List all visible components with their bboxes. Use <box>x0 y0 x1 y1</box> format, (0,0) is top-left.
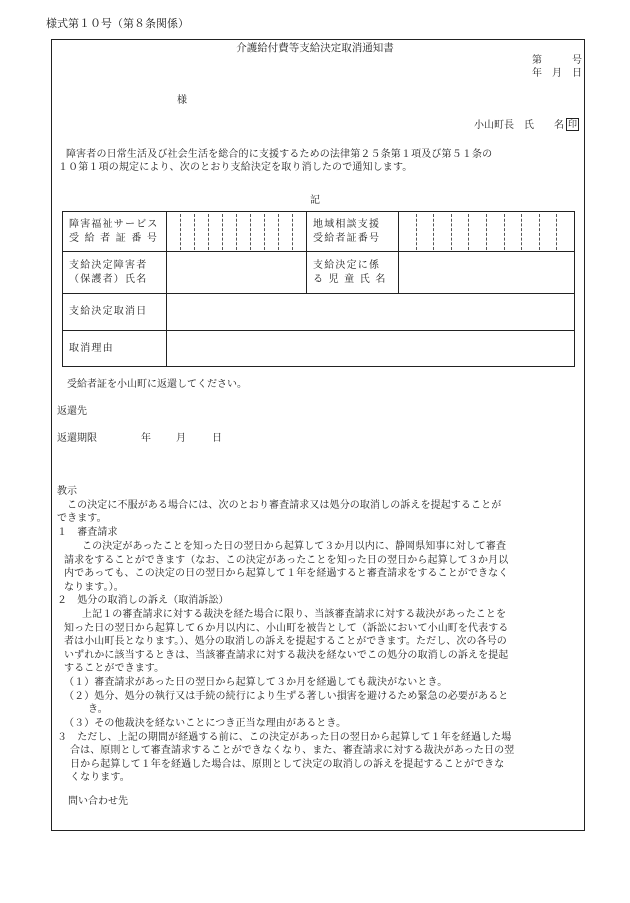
contact-label: 問い合わせ先 <box>68 796 128 807</box>
cert-number-field[interactable] <box>167 212 307 252</box>
digit-boxes <box>167 214 306 250</box>
child-name-field[interactable] <box>399 252 575 294</box>
notice-line: 内であっても、この決定の日の翌日から起算して１年を経過すると審査請求をすることができなく <box>64 568 509 579</box>
notice-line: 者は小山町長となります。）、処分の取消しの訴えを提起することができます。ただし、次の各号の <box>64 636 507 647</box>
notice-line: できます。 <box>57 513 107 524</box>
table-row <box>63 294 575 331</box>
reason-field[interactable] <box>167 331 575 367</box>
notice-line: 請求をすることができます（なお、この決定があったことを知った日の翌日から起算して３か月以 <box>64 555 509 566</box>
form-number-label: 様式第１０号（第８条関係） <box>46 17 189 30</box>
info-table <box>62 211 575 367</box>
return-note: 受給者証を小山町に返還してください。 <box>67 379 247 390</box>
notice-line: き。 <box>88 704 108 715</box>
cert-number-label: 障害福祉サービス 受 給 者 証 番 号 <box>63 212 167 252</box>
document-title: 介護給付費等支給決定取消通知書 <box>236 42 394 54</box>
recipient-name-field[interactable] <box>167 252 307 294</box>
notice-line: くなります。 <box>70 772 130 783</box>
table-row <box>63 331 575 367</box>
cancel-date-label: 支給決定取消日 <box>63 294 167 331</box>
document-number: 第 号 <box>532 55 582 66</box>
table-row <box>63 252 575 294</box>
child-name-label: 支給決定に係 る 児 童 氏 名 <box>307 252 399 294</box>
document-date: 年 月 日 <box>532 68 582 79</box>
notice-line: 日から起算して１年を経過した場合は、原則として決定の取消しの訴えを提起することができな <box>70 759 505 770</box>
intro-line: １０第１項の規定により、次のとおり支給決定を取り消したので通知します。 <box>58 162 413 173</box>
return-to-label: 返還先 <box>57 406 87 417</box>
notice-line: ３ ただし、上記の期間が経過する前に、この決定があった日の翌日から起算して１年を経過した場 <box>57 732 512 743</box>
digit-boxes <box>399 214 574 250</box>
notice-line: （２）処分、処分の執行又は手続の続行により生ずる著しい損害を避けるため緊急の必要があると <box>64 691 509 702</box>
ki-heading: 記 <box>310 195 320 206</box>
notice-line: この決定があったことを知った日の翌日から起算して３か月以内に、静岡県知事に対して審査 <box>82 541 507 552</box>
notice-line: 上記１の審査請求に対する裁決を経た場合に限り、当該審査請求に対する裁決があったことを <box>82 609 507 620</box>
notice-line: 知った日の翌日から起算して６か月以内に、小山町を被告として（訴訟において小山町を代表する <box>64 623 509 634</box>
notice-line: この決定に不服がある場合には、次のとおり審査請求又は処分の取消しの訴えを提起することが <box>67 500 502 511</box>
notice-line: １ 審査請求 <box>57 527 118 538</box>
table-row <box>63 212 575 252</box>
consult-number-label: 地域相談支援 受給者証番号 <box>307 212 399 252</box>
seal-box: 印 <box>567 120 577 130</box>
notice-line: 合は、原則として審査請求することができなくなり、また、審査請求に対する裁決があった日の翌 <box>70 745 515 756</box>
issuer-name: 小山町長 氏 名 <box>474 120 564 131</box>
consult-number-field[interactable] <box>399 212 575 252</box>
cancel-date-field[interactable] <box>167 294 575 331</box>
deadline-day: 日 <box>212 433 222 444</box>
reason-label: 取消理由 <box>63 331 167 367</box>
notice-line: ２ 処分の取消しの訴え（取消訴訟） <box>57 595 229 606</box>
notice-heading: 教示 <box>57 486 77 497</box>
deadline-year: 年 <box>141 433 151 444</box>
deadline-label: 返還期限 <box>57 433 97 444</box>
addressee-suffix: 様 <box>177 95 187 106</box>
notice-line: （１）審査請求があった日の翌日から起算して３か月を経過しても裁決がないとき。 <box>64 677 448 688</box>
intro-line: 障害者の日常生活及び社会生活を総合的に支援するための法律第２５条第１項及び第５１条の <box>66 149 493 160</box>
notice-line: することができます。 <box>64 663 165 674</box>
deadline-month: 月 <box>176 433 186 444</box>
notice-line: いずれかに該当するときは、当該審査請求に対する裁決を経ないでこの処分の取消しの訴えを提起 <box>64 650 509 661</box>
notice-line: なります。）。 <box>64 582 124 593</box>
recipient-name-label: 支給決定障害者 （保護者）氏名 <box>63 252 167 294</box>
notice-line: （３）その他裁決を経ないことにつき正当な理由があるとき。 <box>64 718 347 729</box>
